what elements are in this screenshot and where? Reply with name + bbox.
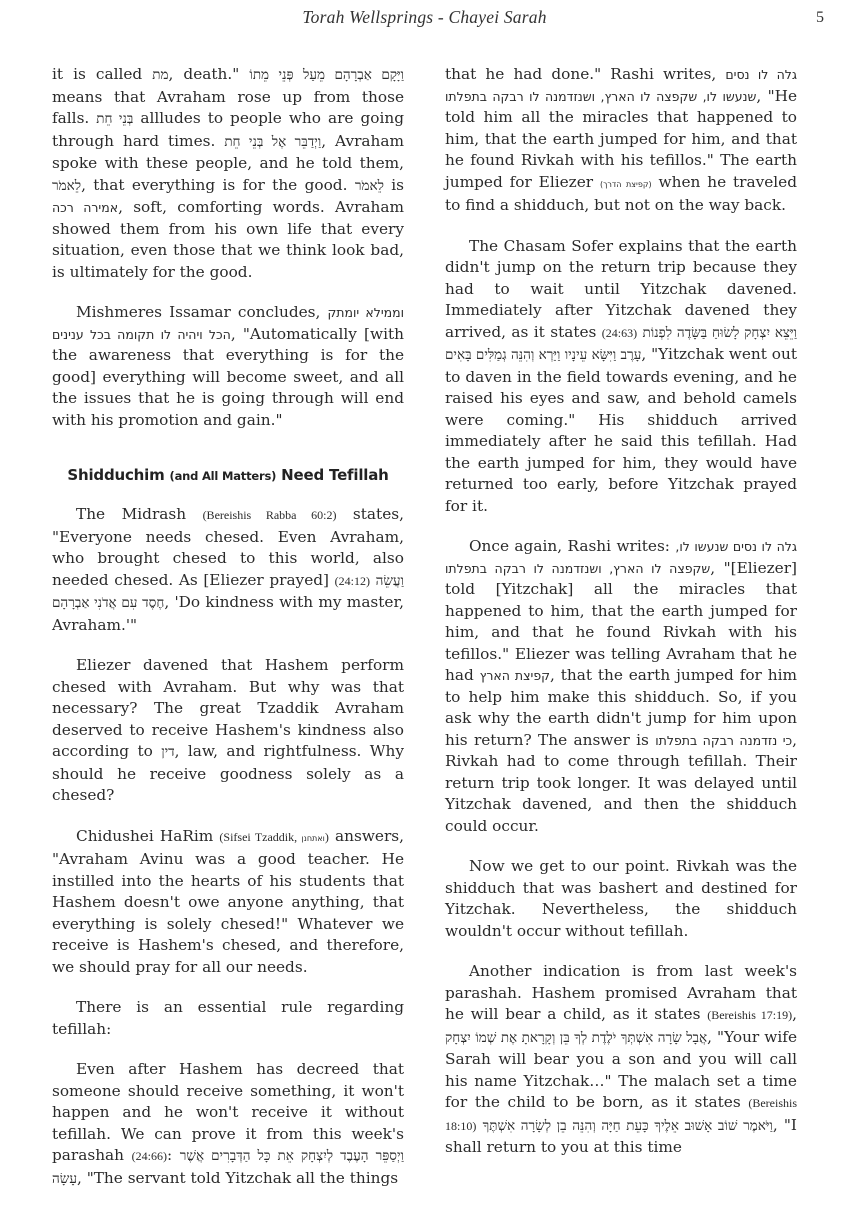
source-reference: (Bereishis 17:19) — [707, 1008, 793, 1022]
source-reference: (24:12) — [334, 573, 370, 588]
hebrew-text: קפיצת הארץ — [479, 668, 551, 683]
paragraph — [52, 997, 404, 1040]
hebrew-text: גלה לו נסים שנעשו לו, שקפצה לו הארץ, ושנזדמנה לו רבקה בתפלתו — [445, 539, 797, 576]
text: , "Yitzchak went out to daven in the field towards evening, and he raised his eyes and saw, and behold camels were coming." His shidduch arrived immediately after he said this tefillah. Had the earth jumped for him, they would have returned too early, before Yitzchak prayed for it. — [445, 345, 798, 515]
text: Even after Hashem has decreed that someone should receive something, it won't happen and he won't receive it without tefillah. We can prove it from this week's parashah — [52, 1060, 404, 1164]
hebrew-text: אֲבָל שָׂרָה אִשְׁתְּךָ יֹלֶדֶת לְךָ בֵּן וְקָרָאתָ אֶת שְׁמוֹ יִצְחָק — [445, 1029, 708, 1046]
hebrew-text: וממילא יומתק הכל ויהיה לו תקומה בכל ענינים — [52, 305, 404, 342]
paragraph — [445, 536, 797, 837]
heading-text: Shidduchim — [67, 466, 170, 484]
text: is — [383, 175, 404, 194]
text: , death." — [168, 65, 250, 83]
right-column — [445, 64, 797, 1178]
text: The Midrash — [76, 505, 203, 523]
hebrew-reference: ואתחנן — [301, 833, 325, 843]
hebrew-text: וַיְדַבֵּר אֶל בְּנֵי חֵת — [224, 133, 322, 150]
text: , "Your wife Sarah will bear you a son and you will call his name Yitzchak…" The malach set a time for the child to be born, as it states — [445, 1027, 797, 1111]
paragraph — [445, 236, 797, 518]
paragraph — [445, 64, 797, 217]
text: , "The servant told Yitzchak all the things — [76, 1168, 399, 1187]
text: , "He told him all the miracles that happened to him, that the earth jumped for him, and that he found Rivkah with his tefillos." The earth jumped for Eliezer — [445, 86, 797, 191]
text: , "I shall return to you at this time — [445, 1115, 797, 1156]
hebrew-text: וַעֲשֵׂה חֶסֶד עִם אֲדֹנִי אַבְרָהָם — [52, 572, 404, 611]
text: Chidushei HaRim — [76, 826, 220, 845]
hebrew-text: לֵאמֹר — [354, 177, 384, 194]
hebrew-text: וַיָּקָם אַבְרָהָם מֵעַל פְּנֵי מֵתוֹ — [249, 67, 405, 83]
hebrew-text: וַיְסַפֵּר הָעֶבֶד לְיִצְחָק אֵת כָּל הַדְּבָרִים אֲשֶׁר עָשָׂה — [52, 1148, 404, 1187]
text: , Avraham spoke with these people, and he told them, — [52, 131, 405, 172]
paragraph — [52, 64, 404, 283]
text: , soft, comforting words. Avraham showed them from his own life that every situation, even those that we think look bad, is ultimately for the good. — [52, 198, 404, 281]
text: , law, and rightfulness. Why should he receive goodness solely as a chesed? — [52, 742, 404, 804]
hebrew-text: דין — [161, 744, 175, 760]
text: : — [166, 1146, 180, 1164]
heading-text: Need Tefillah — [276, 466, 389, 484]
page-number: 5 — [816, 9, 824, 26]
text: means that Avraham rose up from those falls. — [52, 87, 404, 127]
paragraph — [52, 655, 404, 807]
hebrew-text: כי נזדמנה רבקה בתפלתו — [655, 732, 793, 748]
paragraph — [52, 826, 404, 979]
text: The Chasam Sofer explains that the earth didn't jump on the return trip because they had to wait until Yitzchak davened. Immediately after Yitzchak davened they arrived, as it states — [445, 236, 797, 341]
source-reference: (Sifsei Tzaddik, — [219, 829, 302, 844]
hebrew-text: אמירה רכה — [52, 200, 119, 215]
paragraph — [445, 856, 797, 942]
text: , 'Do kindness with my master, Avraham.'" — [52, 593, 404, 634]
hebrew-text: וַיֵּצֵא יִצְחָק לָשׂוּחַ בַּשָּׂדֶה לִפְנוֹת עָרֶב וַיִּשָּׂא עֵינָיו וַיַּרְא וְהִנֵּה גְמַלִּים בָּאִים — [445, 324, 797, 363]
text: , that everything is for the good. — [81, 175, 355, 194]
heading-subtext: (and All Matters) — [169, 469, 277, 483]
text: , Rivkah had to come through tefillah. Their return trip took longer. It was delayed until Yitzchak davened, and then the shidduch could occur. — [445, 730, 797, 835]
text: , "[Eliezer] told [Yitzchak] all the miracles that happened to him, that the earth jumped for him, and that he found Rivkah with his tefillos." Eliezer was telling Avraham that he had — [445, 558, 798, 684]
paragraph — [52, 1059, 404, 1190]
text: Eliezer davened that Hashem perform chesed with Avraham. But why was that necessary? The great Tzaddik Avraham deserved to receive Hashem's kindness also according to — [52, 656, 404, 760]
paragraph — [52, 504, 404, 636]
text: , that the earth jumped for him to help him make this shidduch. So, if you ask why the earth didn't jump for him upon his return? The answer is — [445, 666, 797, 749]
source-reference: (24:66) — [131, 1149, 167, 1163]
text: Another indication is from last week's parashah. Hashem promised Avraham that he will bear a child, as it states — [445, 962, 797, 1023]
source-reference: (Bereishis Rabba 60:2) — [202, 508, 337, 522]
text: that he had done." Rashi writes, — [445, 65, 726, 83]
hebrew-text: לֵאמֹר — [52, 177, 82, 194]
text: , "Automatically [with the awareness that everything is for the good] everything will become sweet, and all the issues that he is going through will end with his promotion and gain." — [52, 324, 404, 429]
hebrew-text: גלה לו נסים שנעשו לו, שקפצה לו הארץ, ושנזדמנה לו רבקה בתפלתו — [445, 67, 797, 104]
text: answers, "Avraham Avinu was a good teacher. He instilled into the hearts of his students that Hashem doesn't owe anyone anything, that everything is solely chesed!" Whatever we receive is Hashem's chesed, and therefore, we should pray for all our needs. — [52, 826, 404, 976]
source-reference: ) — [324, 829, 329, 844]
source-reference: (24:63) — [601, 325, 638, 340]
text: , — [792, 1005, 797, 1023]
text: Once again, Rashi writes: — [469, 537, 676, 555]
hebrew-reference: (קפיצת הדרך) — [599, 179, 652, 189]
source-reference: (Bereishis 18:10) — [445, 1096, 797, 1133]
text: allludes to people who are going through hard times. — [52, 109, 405, 150]
text: Now we get to our point. Rivkah was the shidduch that was bashert and destined for Yitzchak. Nevertheless, the shidduch wouldn't occur without tefillah. — [445, 857, 797, 940]
text: when he traveled to find a shidduch, but not on the way back. — [445, 172, 798, 214]
text: There is an essential rule regarding tefillah: — [52, 998, 404, 1038]
hebrew-text: מת — [152, 67, 169, 83]
text: it is called — [52, 65, 153, 83]
paragraph — [445, 961, 797, 1159]
text: states, "Everyone needs chesed. Even Avraham, who brought chesed to this world, also needed chesed. As [Eliezer prayed] — [52, 505, 404, 589]
hebrew-text: בְּנֵי חֵת — [96, 111, 134, 127]
page-header — [0, 2, 849, 38]
text: Mishmeres Issamar concludes, — [76, 303, 328, 321]
hebrew-text: וַיֹּאמֶר שׁוֹב אָשׁוּב אֵלֶיךָ כָּעֵת חַיָּה וְהִנֵּה בֵן לְשָׂרָה אִשְׁתֶּךָ — [482, 1117, 773, 1134]
left-column — [52, 64, 404, 1209]
running-title: Torah Wellsprings - Chayei Sarah — [302, 7, 547, 27]
paragraph — [52, 302, 404, 431]
section-heading — [52, 464, 404, 487]
